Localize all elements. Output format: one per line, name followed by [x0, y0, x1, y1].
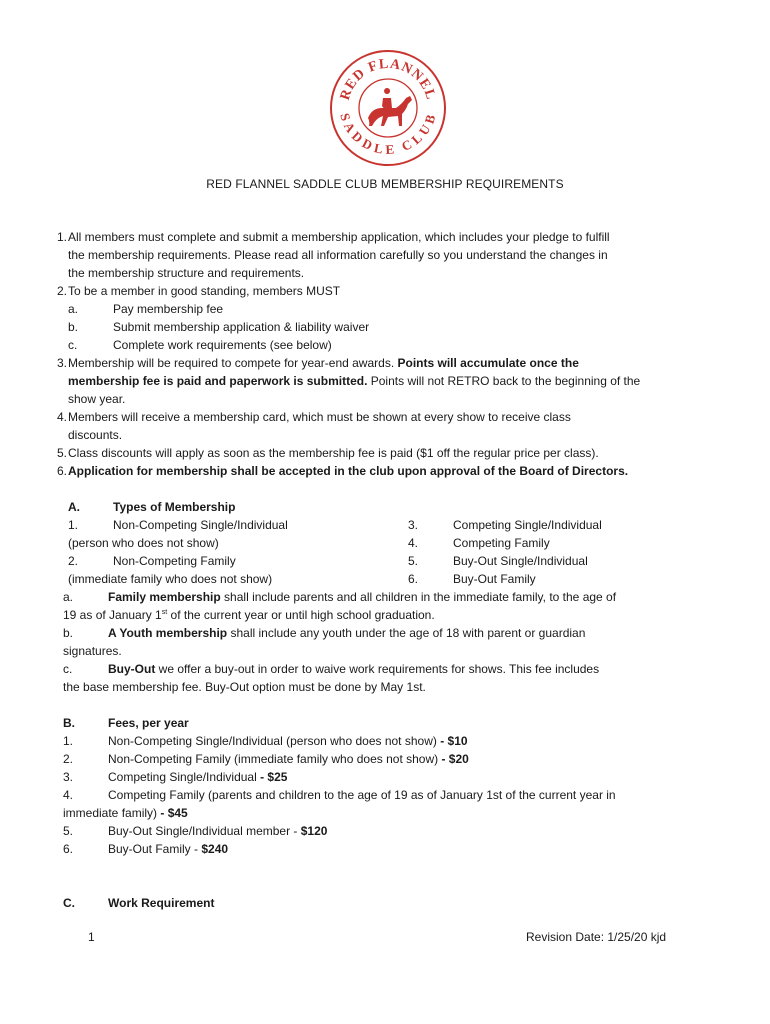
fee-item: Competing Family (parents and children to the age of 19 as of January 1st of the current year in: [108, 788, 616, 802]
section-c-heading: Work Requirement: [108, 896, 215, 910]
section-a-heading: Types of Membership: [113, 500, 236, 514]
fee-price: $120: [300, 824, 328, 838]
type-number: 2.: [68, 554, 79, 568]
fee-item: [108, 732, 468, 750]
req-text: To be a member in good standing, members MUST: [68, 284, 341, 298]
logo-arc-top-text: RED FLANNEL: [337, 56, 439, 103]
type-desc-text: shall include parents and all children in the immediate family, to the age of: [220, 590, 617, 604]
club-logo: [328, 48, 448, 166]
sub-item: Complete work requirements (see below): [113, 338, 332, 352]
page-number: 1: [88, 930, 95, 944]
section-c-letter: C.: [63, 896, 75, 910]
type-item: Buy-Out Family: [453, 572, 536, 586]
fee-item: [63, 804, 188, 822]
req-number: 5.: [57, 446, 68, 460]
type-desc-bold: A Youth membership: [108, 626, 228, 640]
superscript: st: [161, 609, 168, 616]
req-text: Application for membership shall be accepted in the club upon approval of the Board of Directors.: [68, 464, 629, 478]
revision-date: Revision Date: 1/25/20 kjd: [526, 930, 667, 944]
sub-label: b.: [63, 626, 74, 640]
req-number: 2.: [57, 284, 68, 298]
fee-price: - $25: [260, 770, 288, 784]
req-text-bold: membership fee is paid and paperwork is submitted.: [68, 374, 368, 388]
section-a-letter: A.: [68, 500, 80, 514]
req-text: the membership requirements. Please read all information carefully so you understand the changes in: [68, 248, 608, 262]
fee-number: 1.: [63, 734, 74, 748]
req-number: 6.: [57, 464, 68, 478]
sub-label: a.: [68, 302, 79, 316]
req-number: 3.: [57, 356, 68, 370]
type-desc-bold: Buy-Out: [108, 662, 156, 676]
type-number: 5.: [408, 554, 419, 568]
fee-item: [108, 750, 469, 768]
req-text: All members must complete and submit a membership application, which includes your pledge to fulfill: [68, 230, 610, 244]
page-title: RED FLANNEL SADDLE CLUB MEMBERSHIP REQUIREMENTS: [206, 177, 564, 191]
fee-number: 3.: [63, 770, 74, 784]
fee-label: Buy-Out Single/Individual member -: [108, 824, 301, 838]
fee-item: [108, 768, 287, 786]
req-text: [68, 354, 579, 372]
fee-price: $240: [201, 842, 229, 856]
req-text-bold: Points will accumulate once the: [397, 356, 579, 370]
req-text: [68, 372, 640, 390]
type-item: Buy-Out Single/Individual: [453, 554, 588, 568]
req-text: discounts.: [68, 428, 123, 442]
fee-price: - $10: [440, 734, 468, 748]
fee-label: Buy-Out Family -: [108, 842, 202, 856]
type-desc: [108, 588, 616, 606]
req-text: Members will receive a membership card, which must be shown at every show to receive class: [68, 410, 571, 424]
fee-price: - $20: [441, 752, 469, 766]
type-desc: the base membership fee. Buy-Out option must be done by May 1st.: [63, 680, 426, 694]
req-text-part: Membership will be required to compete for year-end awards.: [68, 356, 398, 370]
type-item: Competing Family: [453, 536, 550, 550]
type-number: 3.: [408, 518, 419, 532]
sub-label: b.: [68, 320, 79, 334]
type-note: (immediate family who does not show): [68, 572, 273, 586]
type-item: Non-Competing Family: [113, 554, 236, 568]
fee-number: 2.: [63, 752, 74, 766]
fee-label: Non-Competing Family (immediate family who does not show): [108, 752, 442, 766]
type-number: 6.: [408, 572, 419, 586]
req-text-part: Points will not RETRO back to the beginning of the: [367, 374, 641, 388]
req-text: the membership structure and requirements.: [68, 266, 305, 280]
sub-item: Submit membership application & liability waiver: [113, 320, 370, 334]
fee-number: 5.: [63, 824, 74, 838]
type-desc: signatures.: [63, 644, 122, 658]
req-text: show year.: [68, 392, 126, 406]
sub-item: Pay membership fee: [113, 302, 224, 316]
fee-item: [108, 840, 228, 858]
section-b-letter: B.: [63, 716, 75, 730]
type-item: Competing Single/Individual: [453, 518, 602, 532]
fee-label: immediate family): [63, 806, 161, 820]
req-number: 4.: [57, 410, 68, 424]
fee-item: [108, 822, 327, 840]
sub-label: c.: [63, 662, 73, 676]
fee-label: Non-Competing Single/Individual (person who does not show): [108, 734, 441, 748]
type-desc: [108, 660, 599, 678]
type-desc-text: of the current year or until high school graduation.: [167, 608, 435, 622]
sub-label: c.: [68, 338, 78, 352]
horse-rider-icon: [368, 88, 412, 126]
sub-label: a.: [63, 590, 74, 604]
req-text: Class discounts will apply as soon as the membership fee is paid ($1 off the regular price per class).: [68, 446, 599, 460]
type-number: 1.: [68, 518, 79, 532]
type-desc-bold: Family membership: [108, 590, 221, 604]
type-note: (person who does not show): [68, 536, 219, 550]
fee-price: - $45: [160, 806, 188, 820]
type-desc-text: 19 as of January 1: [63, 608, 162, 622]
fee-label: Competing Single/Individual: [108, 770, 261, 784]
fee-number: 4.: [63, 788, 74, 802]
type-number: 4.: [408, 536, 419, 550]
type-item: Non-Competing Single/Individual: [113, 518, 288, 532]
type-desc: [108, 624, 585, 642]
type-desc-text: shall include any youth under the age of 18 with parent or guardian: [227, 626, 586, 640]
section-b-heading: Fees, per year: [108, 716, 189, 730]
type-desc: [63, 606, 435, 624]
logo-arc-bottom-text: SADDLE CLUB: [337, 111, 439, 158]
req-number: 1.: [57, 230, 68, 244]
type-desc-text: we offer a buy-out in order to waive work requirements for shows. This fee includes: [155, 662, 600, 676]
fee-number: 6.: [63, 842, 74, 856]
